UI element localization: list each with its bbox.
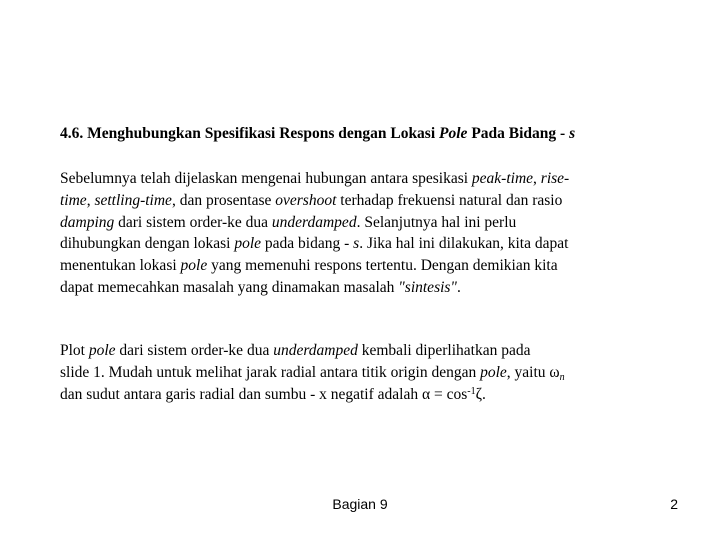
text-run: , [533,170,541,187]
italic-term: underdamped [271,213,357,231]
italic-term: settling-time [94,191,172,209]
italic-term: damping [60,213,115,231]
paragraph-line [60,190,660,212]
text-run: dihubungkan dengan lokasi [60,235,235,253]
text-run: Sebelumnya telah dijelaskan mengenai hubungan antara spesikasi [60,170,472,187]
heading-text: 4.6. Menghubungkan Spesifikasi Respons dengan Lokasi [60,125,440,142]
paragraph-line [60,277,660,299]
italic-term: "sintesis" [398,278,457,296]
heading-s: s [569,125,576,142]
text-run: kembali diperlihatkan pada [357,342,531,359]
text-run: = cos [430,385,468,403]
text-run: menentukan lokasi [60,257,181,275]
omega-symbol: ω [549,363,560,381]
italic-term: time [60,191,87,209]
text-run: . [456,278,461,296]
italic-term: underdamped [273,342,358,359]
text-run: , yaitu [506,363,550,381]
text-run: Plot [60,342,89,359]
text-run: dan sudut antara garis radial dan sumbu - x negatif adalah [60,385,422,403]
text-run: , [86,191,95,209]
text-run: yang memenuhi respons tertentu. Dengan demikian kita [207,257,558,275]
superscript-inverse: -1 [467,385,476,397]
italic-term: pole [88,342,116,359]
paragraph-line [60,362,660,384]
paragraph-line [60,255,660,277]
subscript-n: n [559,371,565,383]
zeta-symbol: ζ [475,385,483,403]
paragraph-intro [60,168,660,299]
text-run: . [482,385,486,403]
text-run: . Selanjutnya hal ini perlu [356,213,517,231]
alpha-symbol: α [421,385,431,403]
italic-term: overshoot [275,191,337,209]
italic-term: s [353,235,360,253]
text-run: dari sistem order-ke dua [115,342,274,359]
paragraph-pole-plot [60,340,660,405]
page-number: 2 [670,496,678,512]
italic-term: pole [180,257,208,275]
text-run: pada bidang - [261,235,354,253]
text-run: . Jika hal ini dilakukan, kita dapat [359,235,569,253]
heading-text-2: Pada Bidang - [467,125,570,142]
italic-term: peak-time [471,170,534,187]
text-run: terhadap frekuensi natural dan rasio [336,191,563,209]
paragraph-line [60,233,660,255]
footer-section-label: Bagian 9 [332,496,388,512]
paragraph-line [60,384,660,406]
italic-term: rise- [540,170,570,187]
section-heading [60,124,670,144]
text-run: dari sistem order-ke dua [114,213,272,231]
heading-pole: Pole [439,125,468,142]
paragraph-line [60,168,660,190]
text-run: dapat memecahkan masalah yang dinamakan masalah [60,278,399,296]
paragraph-line [60,340,660,362]
italic-term: pole [234,235,262,253]
text-run: slide 1. Mudah untuk melihat jarak radial antara titik origin dengan [60,363,481,381]
paragraph-line [60,212,660,234]
italic-term: pole [480,363,507,381]
text-run: , dan prosentase [171,191,276,209]
